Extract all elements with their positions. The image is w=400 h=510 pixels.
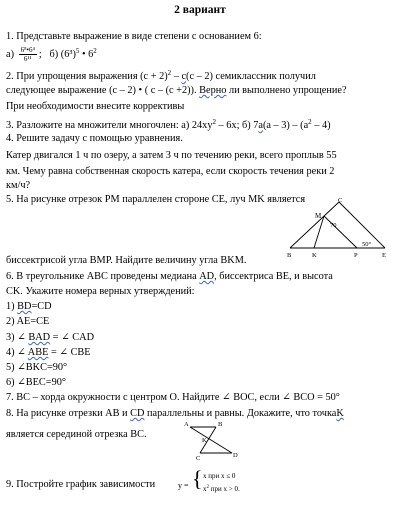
task6-opt4-pre: 4) ∠ xyxy=(6,347,28,358)
task9-case2-tail: при x > 0. xyxy=(209,485,240,493)
fig5-label-c: C xyxy=(338,198,343,204)
task2-line3: При необходимости внесите коррективы xyxy=(6,101,185,112)
task1-expressions xyxy=(6,45,97,63)
task3-mid2: (a – 3) – (a xyxy=(262,120,309,131)
task2-line1-post: (c – 2) семиклассник получил xyxy=(186,71,316,82)
task6-option-1 xyxy=(6,300,52,313)
task6-line1-ad: AD xyxy=(199,271,215,282)
task8-line2: является серединой отрезка BC. xyxy=(6,429,147,440)
task3-mid: – 6x; б) 7 xyxy=(215,120,259,131)
task1-a-fraction xyxy=(19,46,37,63)
task8-line1-cd: CD xyxy=(130,408,145,419)
task1-a-denominator: 6¹¹ xyxy=(23,55,32,64)
task6-opt3-pre: 3) ∠ xyxy=(6,332,29,343)
task6-line2: CK. Укажите номера верных утверждений: xyxy=(6,286,195,297)
task5-line2: биссектрисой угла BMP. Найдите величину угла BKM. xyxy=(6,255,247,266)
task7-text: 7. BC – хорда окружности с центром O. Найдите ∠ BOC, если ∠ BCO = 50° xyxy=(6,392,340,403)
task6-line1-pre: 6. В треугольнике ABC проведены медиана xyxy=(6,271,200,282)
task1-text: 1. Представьте выражение в виде степени с основанием 6: xyxy=(6,31,262,42)
task6-opt3-bad: BAD xyxy=(28,332,51,343)
task4-line4: км/ч? xyxy=(6,180,31,191)
task3-text xyxy=(6,116,331,132)
task6-opt4-post: = ∠ CBE xyxy=(48,347,91,358)
fig5-label-m: M xyxy=(315,212,322,220)
fig5-label-b: B xyxy=(287,252,292,259)
task8-line1-mid: параллельны и равны. Докажите, что точка xyxy=(144,408,337,419)
task8-line1-k: K xyxy=(336,408,344,419)
task1-b-label: б) xyxy=(49,49,59,60)
task3-a: a xyxy=(258,120,263,131)
task8-line1-pre: 8. На рисунке отрезки AB и xyxy=(6,408,131,419)
task6-option-2: 2) AE=CE xyxy=(6,316,50,327)
fig8-label-k: K xyxy=(202,437,207,444)
task6-opt1-bd: BD xyxy=(17,301,32,312)
task8-segments-figure xyxy=(178,421,258,461)
fig8-label-b: B xyxy=(218,421,223,428)
task9-brace: { xyxy=(192,466,203,491)
task1-b-exp2: 2 xyxy=(93,47,97,55)
task6-option-3 xyxy=(6,331,94,344)
task1-b-exp: 5 xyxy=(75,47,80,55)
task2-line2-post: ли выполнено упрощение? xyxy=(226,85,347,96)
task2-line2-pre: следующее выражение (c – 2) • ( c – (c +2)). xyxy=(6,85,200,96)
fig5-label-e: E xyxy=(382,252,386,259)
fig8-label-a: A xyxy=(184,421,189,428)
task3-exp2: 2 xyxy=(308,118,312,126)
task6-option-4 xyxy=(6,346,91,359)
task3-exp1: 2 xyxy=(212,118,216,126)
task9-text: 9. Постройте график зависимости xyxy=(6,479,156,490)
fig5-label-k: K xyxy=(312,252,317,259)
task1-b-base: (6³) xyxy=(60,49,76,60)
task1-a-label: а) xyxy=(6,49,14,60)
fig8-label-d: D xyxy=(233,452,238,459)
task2-line1-pre: 2. При упрощения выражения (c + 2) xyxy=(6,71,168,82)
fig5-angle-70: 70 xyxy=(330,222,337,229)
task4-line1: 4. Решите задачу с помощью уравнения. xyxy=(6,133,183,144)
task4-line3: км. Чему равна собственная скорость катера, если скорость течения реки 2 xyxy=(6,166,335,177)
fig5-angle-50: 50° xyxy=(362,241,372,248)
task1-a-numerator: 6⁸•6⁴ xyxy=(20,46,35,55)
task6-line1-post: , биссектриса BE, и высота xyxy=(214,271,333,282)
task9-y-eq: y = xyxy=(178,481,189,490)
task6-opt4-abe: ABE xyxy=(27,347,49,358)
task2-line1 xyxy=(6,67,316,83)
task9-case2 xyxy=(203,484,240,493)
task6-opt3-post: = ∠ CAD xyxy=(50,332,95,343)
task1-a-tail: ; xyxy=(38,49,42,60)
task3-post: – 4) xyxy=(311,120,331,131)
task2-line1-mid: – xyxy=(171,71,182,82)
task9-case2-exp: 2 xyxy=(206,485,209,490)
task2-line1-c: c xyxy=(181,71,187,82)
task5-triangle-figure xyxy=(278,198,398,260)
task6-option-6: 6) ∠BEC=90° xyxy=(6,377,67,388)
task1-b-mid: • 6 xyxy=(79,49,94,60)
task3-pre: 3. Разложите на множители многочлен: а) 24xy xyxy=(6,120,213,131)
task6-opt1-post: =CD xyxy=(31,301,52,312)
task9-case1: x при x ≤ 0 xyxy=(203,472,236,480)
task6-option-5: 5) ∠BKC=90° xyxy=(6,362,68,373)
task5-line1: 5. На рисунке отрезок PM параллелен стороне CE, луч MK является xyxy=(6,194,306,205)
task2-line1-exp: 2 xyxy=(167,69,172,77)
task2-line2 xyxy=(6,84,347,97)
task6-line1 xyxy=(6,270,333,283)
page-title: 2 вариант xyxy=(174,4,226,16)
fig8-label-c: C xyxy=(196,455,201,461)
task9-case2-base: x xyxy=(203,485,207,493)
task8-line1 xyxy=(6,407,344,420)
task4-line2: Катер двигался 1 ч по озеру, а затем 3 ч по течению реки, всего проплыв 55 xyxy=(6,150,337,161)
fig5-label-p: P xyxy=(354,252,358,259)
task6-opt1-pre: 1) xyxy=(6,301,18,312)
task2-line2-word: Верно xyxy=(199,85,227,96)
